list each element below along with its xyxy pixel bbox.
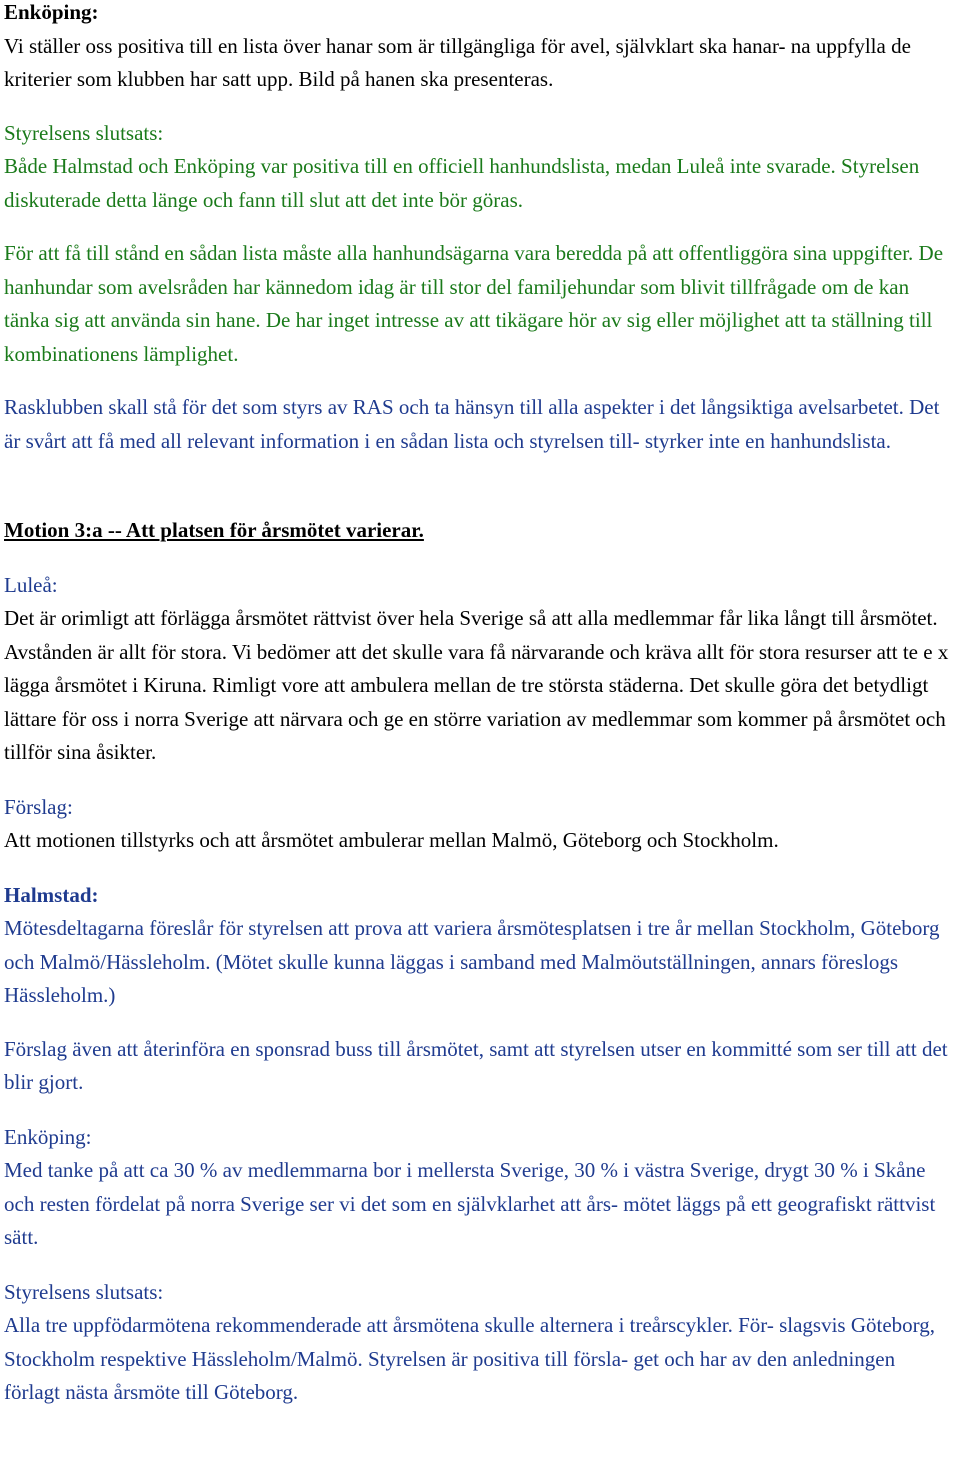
document-page	[4, 0, 956, 1410]
section-heading-proposal: Förslag:	[4, 794, 73, 819]
board-conclusion-paragraph-3: Rasklubben skall stå för det som styrs av RAS och ta hänsyn till alla aspekter i det långsiktiga avelsarbetet. Det är svårt att få med all relevant information i en sådan lista och styrelsen till- styrker inte en hanhundslista.	[4, 395, 940, 453]
board-conclusion-paragraph-2: För att få till stånd en sådan lista måste alla hanhundsägarna vara beredda på att offentliggöra sina uppgifter. De hanhundar som avelsråden har kännedom idag är till stor del familjehundar som blivit tillfrågade om de kan tänka sig att använda sin hane. De har inget intresse av att tikägare hör av sig eller möjlighet att ta ställning till kombinationens lämplighet.	[4, 241, 944, 366]
board-conclusion-paragraph-1: Både Halmstad och Enköping var positiva till en officiell hanhundslista, medan Luleå inte svarade. Styrelsen diskuterade detta länge och fann till slut att det inte bör göras.	[4, 154, 920, 212]
section-heading-board-conclusion-2: Styrelsens slutsats:	[4, 1279, 164, 1304]
section-heading-enkoping-2: Enköping:	[4, 1124, 92, 1149]
enkoping-paragraph: Vi ställer oss positiva till en lista över hanar som är tillgängliga för avel, självklart ska hanar- na uppfylla de kriterier som klubben har satt upp. Bild på hanen ska presenteras.	[4, 33, 911, 91]
lulea-paragraph: Det är orimligt att förlägga årsmötet rättvist över hela Sverige så att alla medlemmar får lika långt till årsmötet. Avstånden är allt för stora. Vi bedömer att det skulle vara få närvarande och kräva allt för stora resurser att te e x lägga årsmötet i Kiruna. Rimligt vore att ambulera mellan de tre största städerna. Det skulle göra det betydligt lättare för oss i norra Sverige att närvara och ge en större variation av medlemmar som kommer på årsmötet och tillför sina åsikter.	[4, 606, 949, 764]
motion-title: Motion 3:a -- Att platsen för årsmötet varierar.	[4, 518, 424, 542]
board-conclusion-2-paragraph: Alla tre uppfödarmötena rekommenderade att årsmötena skulle alternera i treårscykler. För- slagsvis Göteborg, Stockholm respektive Hässleholm/Malmö. Styrelsen är positiva till försla- get och har av den anledningen förlagt nästa årsmöte till Göteborg.	[4, 1313, 936, 1404]
halmstad-paragraph-2: Förslag även att återinföra en sponsrad buss till årsmötet, samt att styrelsen utser en kommitté som ser till att det blir gjort.	[4, 1036, 948, 1094]
section-heading-halmstad: Halmstad:	[4, 882, 99, 907]
proposal-paragraph: Att motionen tillstyrks och att årsmötet ambulerar mellan Malmö, Göteborg och Stockholm.	[4, 828, 779, 852]
section-heading-enkoping: Enköping:	[4, 0, 99, 24]
section-heading-board-conclusion: Styrelsens slutsats:	[4, 120, 164, 145]
halmstad-paragraph-1: Mötesdeltagarna föreslår för styrelsen att prova att variera årsmötesplatsen i tre år mellan Stockholm, Göteborg och Malmö/Hässleholm. (Mötet skulle kunna läggas i samband med Malmöutställningen, annars föreslogs Hässleholm.)	[4, 916, 940, 1007]
section-heading-lulea: Luleå:	[4, 572, 58, 597]
enkoping-2-paragraph: Med tanke på att ca 30 % av medlemmarna bor i mellersta Sverige, 30 % i västra Sverige, drygt 30 % i Skåne och resten fördelat på norra Sverige ser vi det som en självklarhet att års- mötet läggs på ett geografiskt rättvist sätt.	[4, 1158, 936, 1249]
